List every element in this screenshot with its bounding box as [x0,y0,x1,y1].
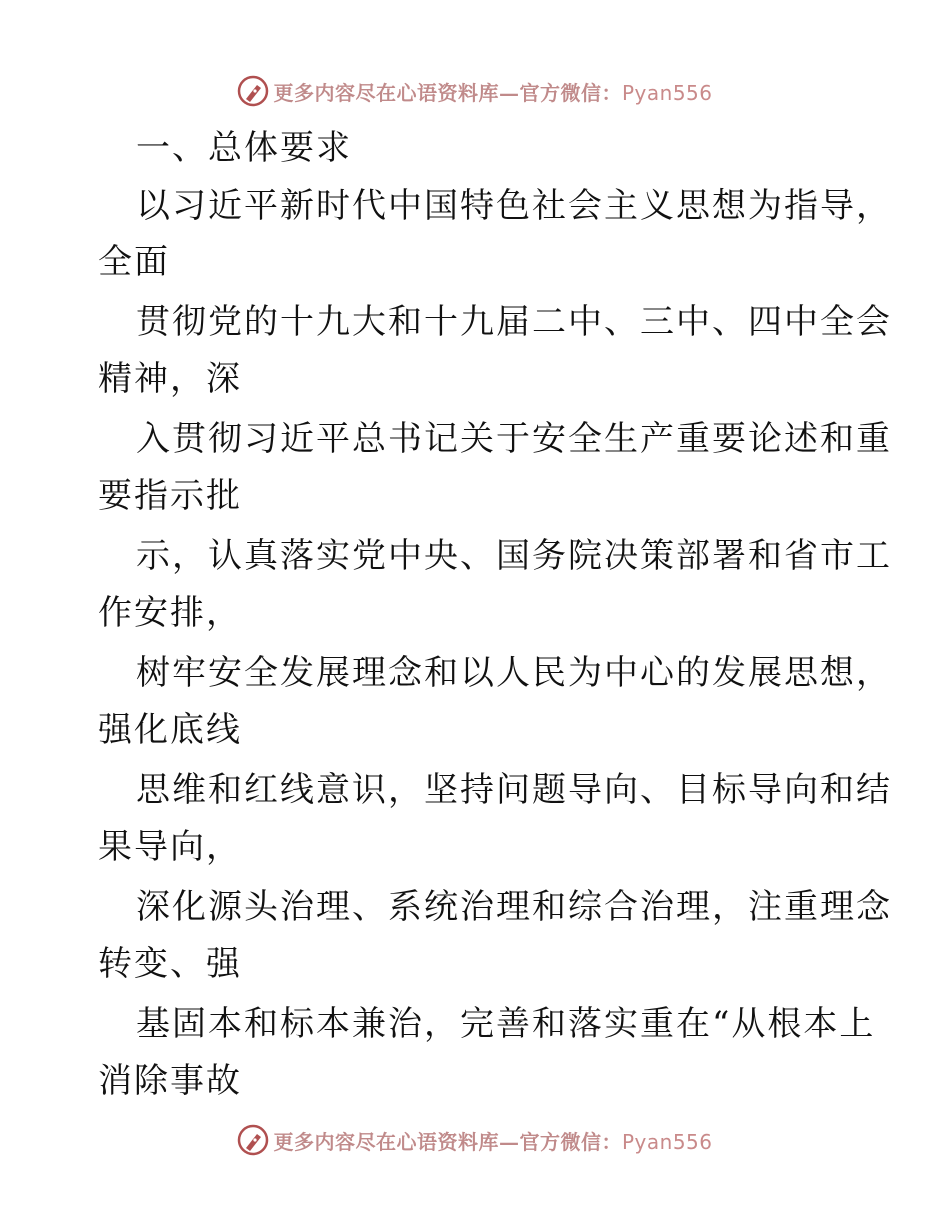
text-line: 深化源头治理、系统治理和综合治理，注重理念 [136,887,892,927]
text-line: 思维和红线意识，坚持问题导向、目标导向和结 [136,770,892,810]
wechat-handle: Pyan556 [621,80,713,105]
header-watermark [0,71,950,111]
wechat-handle: Pyan556 [621,1129,713,1154]
text-line: 树牢安全发展理念和以人民为中心的发展思想， [136,653,892,693]
text-line: 入贯彻习近平总书记关于安全生产重要论述和重 [136,419,892,459]
text-line: 贯彻党的十九大和十九届二中、三中、四中全会 [136,302,892,342]
text-line: 精神，深 [98,359,242,399]
footer-watermark [0,1120,950,1160]
text-line: 全面 [98,242,170,282]
watermark-text: 更多内容尽在心语资料库—官方微信：Pyan556 [273,80,713,105]
text-line: 要指示批 [98,476,242,516]
text-line: 强化底线 [98,710,242,750]
pen-nib-logo-icon [237,75,269,107]
section-heading: 一、总体要求 [136,128,352,168]
watermark-text: 更多内容尽在心语资料库—官方微信：Pyan556 [273,1129,713,1154]
text-line: 作安排， [98,593,242,633]
text-line: 以习近平新时代中国特色社会主义思想为指导， [136,186,892,226]
text-line: 消除事故 [98,1061,242,1101]
pen-nib-logo-icon [237,1124,269,1156]
text-line: 示，认真落实党中央、国务院决策部署和省市工 [136,536,892,576]
text-line: 果导向， [98,827,242,867]
text-line: 基固本和标本兼治，完善和落实重在“从根本上 [136,1004,876,1044]
text-line: 转变、强 [98,944,242,984]
